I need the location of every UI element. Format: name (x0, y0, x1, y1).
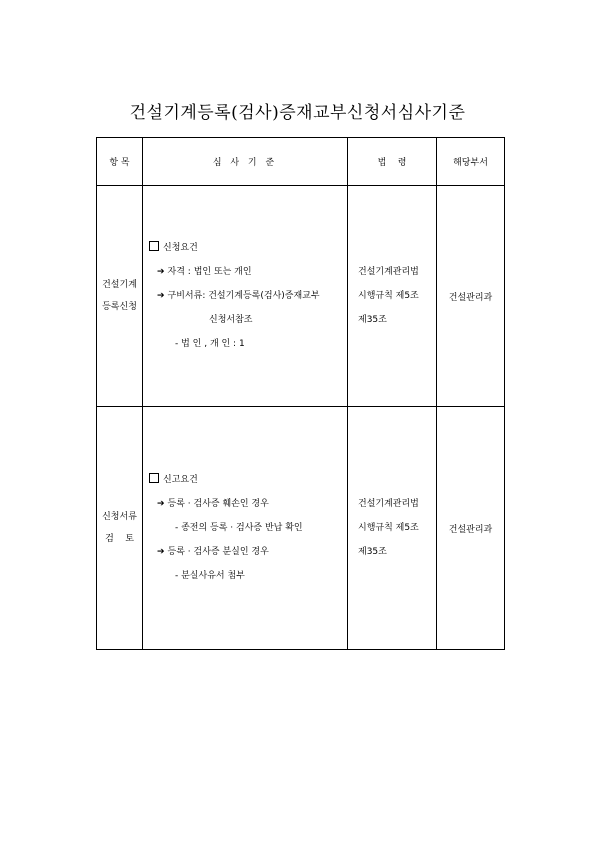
criteria-text: 구비서류: 건설기계등록(검사)증재교부 (167, 291, 320, 301)
item-line: 신청서류 (102, 512, 137, 522)
page-title: 건설기계등록(검사)증재교부신청서심사기준 (129, 103, 466, 123)
item-cell (97, 186, 143, 407)
criteria-line: 신청서참조 (209, 315, 253, 325)
criteria-cell (143, 186, 348, 407)
law-line: 제35조 (358, 547, 387, 557)
law-line: 건설기계관리법 (358, 267, 419, 277)
criteria-line (149, 540, 347, 564)
table-header-row (97, 138, 505, 186)
criteria-text: 등록 · 검사증 훼손인 경우 (167, 499, 269, 509)
header-item: 항 목 (97, 138, 143, 186)
law-line: 제35조 (358, 315, 387, 325)
criteria-line: - 분실사유서 첨부 (175, 571, 245, 581)
item-cell (97, 407, 143, 650)
criteria-heading-label: 신고요건 (163, 475, 198, 485)
header-criteria: 심 사 기 준 (143, 138, 348, 186)
item-line: 등록신청 (102, 302, 137, 312)
item-line: 검 토 (105, 534, 134, 544)
criteria-line: - 법 인 , 개 인 : 1 (175, 339, 245, 349)
checkbox-square-icon (149, 241, 159, 251)
criteria-text: 자격 : 법인 또는 개인 (167, 267, 252, 277)
arrow-right-icon: ➔ (157, 499, 165, 509)
law-line: 시행규칙 제5조 (358, 523, 419, 533)
header-law: 법 령 (348, 138, 437, 186)
criteria-heading (149, 236, 347, 260)
law-cell (348, 186, 437, 407)
checkbox-square-icon (149, 473, 159, 483)
criteria-cell (143, 407, 348, 650)
criteria-table (96, 137, 505, 650)
table-row (97, 186, 505, 407)
criteria-text: 등록 · 검사증 분실인 경우 (167, 547, 269, 557)
criteria-line (149, 284, 347, 308)
header-dept: 해당부서 (437, 138, 505, 186)
law-line: 건설기계관리법 (358, 499, 419, 509)
table-row (97, 407, 505, 650)
arrow-right-icon: ➔ (157, 547, 165, 557)
arrow-right-icon: ➔ (157, 267, 165, 277)
item-line: 건설기계 (102, 280, 137, 290)
arrow-right-icon: ➔ (157, 291, 165, 301)
criteria-heading (149, 468, 347, 492)
dept-cell: 건설관리과 (437, 407, 505, 650)
dept-cell: 건설관리과 (437, 186, 505, 407)
criteria-heading-label: 신청요건 (163, 243, 198, 253)
criteria-line (149, 492, 347, 516)
criteria-line: - 종전의 등록 · 검사증 반납 확인 (175, 523, 303, 533)
criteria-line (149, 260, 347, 284)
law-line: 시행규칙 제5조 (358, 291, 419, 301)
law-cell (348, 407, 437, 650)
